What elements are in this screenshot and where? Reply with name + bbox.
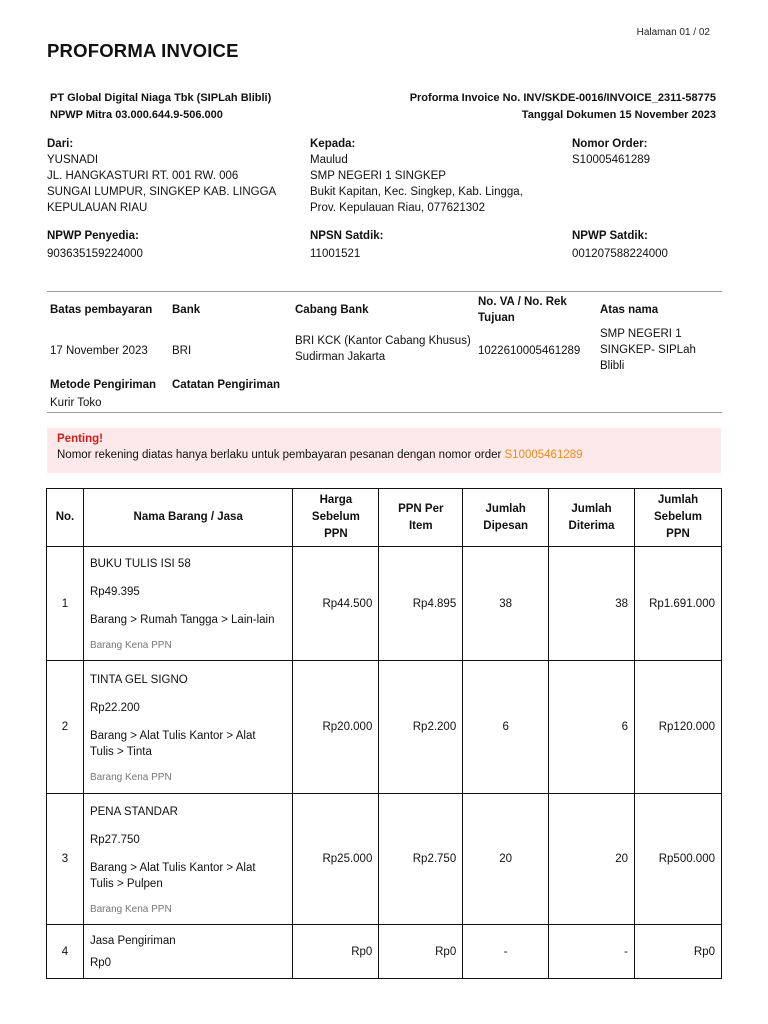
col-header-ordered [463,489,549,547]
item-total: Rp0 [634,925,721,979]
row-number: 2 [47,661,84,794]
header-line: Sebelum [654,511,702,523]
item-received: - [549,925,635,979]
npwp-penyedia-label: NPWP Penyedia: [47,230,139,242]
npwp-penyedia-value: 903635159224000 [47,248,143,260]
from-line: YUSNADI [47,154,99,166]
npwp-satdik-label: NPWP Satdik: [572,230,648,242]
item-total: Rp1.691.000 [634,547,721,661]
item-ppn: Rp2.750 [379,794,463,925]
col-header-no: No. [47,489,84,547]
payment-va-header [478,294,567,326]
item-price: Rp20.000 [293,661,379,794]
item-price: Rp44.500 [293,547,379,661]
item-name-cell [83,794,292,925]
shipping-method-label: Metode Pengiriman [50,379,157,391]
to-line: Prov. Kepulauan Riau, 077621302 [310,202,485,214]
item-ordered: 38 [463,547,549,661]
seller-name: PT Global Digital Niaga Tbk (SIPLah Blibli) [50,92,272,104]
shipping-method: Kurir Toko [50,397,102,409]
divider [47,412,722,413]
order-block [572,136,650,168]
header-line: Diterima [568,519,615,532]
seller-info [50,90,271,124]
header-line: Dipesan [483,519,529,532]
item-name: TINTA GEL SIGNO [89,673,188,686]
item-total: Rp120.000 [634,661,721,794]
payment-holder [600,326,696,374]
invoice-date: Tanggal Dokumen 15 November 2023 [521,109,716,121]
page-number: Halaman 01 / 02 [636,27,710,38]
npwp-satdik-value: 001207588224000 [572,248,668,260]
table-row [47,794,722,925]
to-block [310,136,523,216]
invoice-number: Proforma Invoice No. INV/SKDE-0016/INVOICE_2311-58775 [409,92,716,104]
table-row [47,925,722,979]
from-label: Dari: [47,138,74,150]
payment-branch-line: BRI KCK (Kantor Cabang Khusus) [295,335,471,347]
item-tax-note: Barang Kena PPN [89,640,172,651]
item-ordered: 20 [463,794,549,925]
item-price: Rp25.000 [293,794,379,925]
seller-npwp: NPWP Mitra 03.000.644.9-506.000 [50,109,223,121]
header-line: PPN [666,528,690,540]
payment-va-header-line: Tujuan [478,312,515,324]
payment-holder-line: SINGKEP- SIPLah [600,344,696,356]
to-line: Maulud [310,154,348,166]
col-header-received [549,489,635,547]
row-number: 4 [47,925,84,979]
npsn-block [310,228,384,262]
payment-branch-header: Cabang Bank [295,304,369,316]
item-tax-note: Barang Kena PPN [89,903,172,915]
item-unit-price: Rp49.395 [89,586,140,598]
col-header-ppn [379,489,463,547]
header-line: Item [408,519,433,532]
to-label: Kepada: [310,138,356,150]
payment-bank: BRI [172,345,192,357]
order-label: Nomor Order: [572,138,648,150]
item-ordered: 6 [463,661,549,794]
payment-holder-line: SMP NEGERI 1 [600,328,682,340]
payment-bank-header: Bank [172,304,201,316]
payment-deadline-header: Batas pembayaran [50,304,153,316]
header-line: Jumlah [485,502,526,515]
item-unit-price: Rp22.200 [89,701,140,714]
item-name: PENA STANDAR [89,805,178,818]
npwp-satdik-block [572,228,668,262]
item-unit-price: Rp0 [89,956,112,969]
payment-branch-line: Sudirman Jakarta [295,351,386,363]
items-table [46,488,722,979]
item-ordered: - [463,925,549,979]
item-ppn: Rp2.200 [379,661,463,794]
item-total: Rp500.000 [634,794,721,925]
from-line: SUNGAI LUMPUR, SINGKEP KAB. LINGGA [47,186,277,198]
item-unit-price: Rp27.750 [89,833,140,846]
from-line: KEPULAUAN RIAU [47,202,148,214]
table-row [47,547,722,661]
order-number: S10005461289 [572,154,651,166]
col-header-name: Nama Barang / Jasa [83,489,292,547]
header-line: Sebelum [311,511,360,523]
divider [47,291,722,292]
header-line: PPN [324,528,348,540]
item-category: Barang > Rumah Tangga > Lain-lain [89,614,275,626]
item-name: BUKU TULIS ISI 58 [89,558,191,570]
item-category: Tulis > Pulpen [89,877,163,890]
item-tax-note: Barang Kena PPN [89,771,172,783]
item-ppn: Rp0 [379,925,463,979]
payment-deadline: 17 November 2023 [50,345,148,357]
invoice-info [410,90,716,124]
item-name-cell [83,661,292,794]
header-line: PPN Per [398,502,444,515]
from-line: JL. HANGKASTURI RT. 001 RW. 006 [47,170,239,182]
to-line: SMP NEGERI 1 SINGKEP [310,170,446,182]
notice-title: Penting! [57,433,103,445]
item-name-cell [83,547,292,661]
payment-holder-header: Atas nama [600,304,659,316]
item-category: Tulis > Tinta [89,745,152,758]
item-name: Jasa Pengiriman [89,934,176,947]
notice-text [57,449,583,461]
npsn-value: 11001521 [310,248,361,260]
row-number: 3 [47,794,84,925]
header-line: Harga [319,494,353,506]
item-name-cell [83,925,292,979]
table-row [47,661,722,794]
npsn-label: NPSN Satdik: [310,230,384,242]
item-received: 38 [549,547,635,661]
to-line: Bukit Kapitan, Kec. Singkep, Kab. Lingga, [310,186,523,198]
notice-message: Nomor rekening diatas hanya berlaku untuk pembayaran pesanan dengan nomor order [57,449,505,461]
item-price: Rp0 [293,925,379,979]
item-category: Barang > Alat Tulis Kantor > Alat [89,729,256,742]
npwp-penyedia-block [47,228,143,262]
item-ppn: Rp4.895 [379,547,463,661]
header-line: Jumlah [657,494,699,506]
shipping-note-label: Catatan Pengiriman [172,379,280,391]
item-received: 6 [549,661,635,794]
header-line: Jumlah [571,502,612,515]
row-number: 1 [47,547,84,661]
from-block [47,136,276,216]
page-title: PROFORMA INVOICE [47,40,239,61]
payment-branch [295,333,471,365]
item-received: 20 [549,794,635,925]
col-header-price [293,489,379,547]
notice-box [47,428,721,473]
notice-order-number: S10005461289 [504,449,583,461]
payment-va-number: 1022610005461289 [478,345,581,357]
item-category: Barang > Alat Tulis Kantor > Alat [89,861,256,874]
payment-holder-line: Blibli [600,360,625,372]
payment-va-header-line: No. VA / No. Rek [478,296,567,308]
col-header-total [634,489,721,547]
table-header-row [47,489,722,547]
